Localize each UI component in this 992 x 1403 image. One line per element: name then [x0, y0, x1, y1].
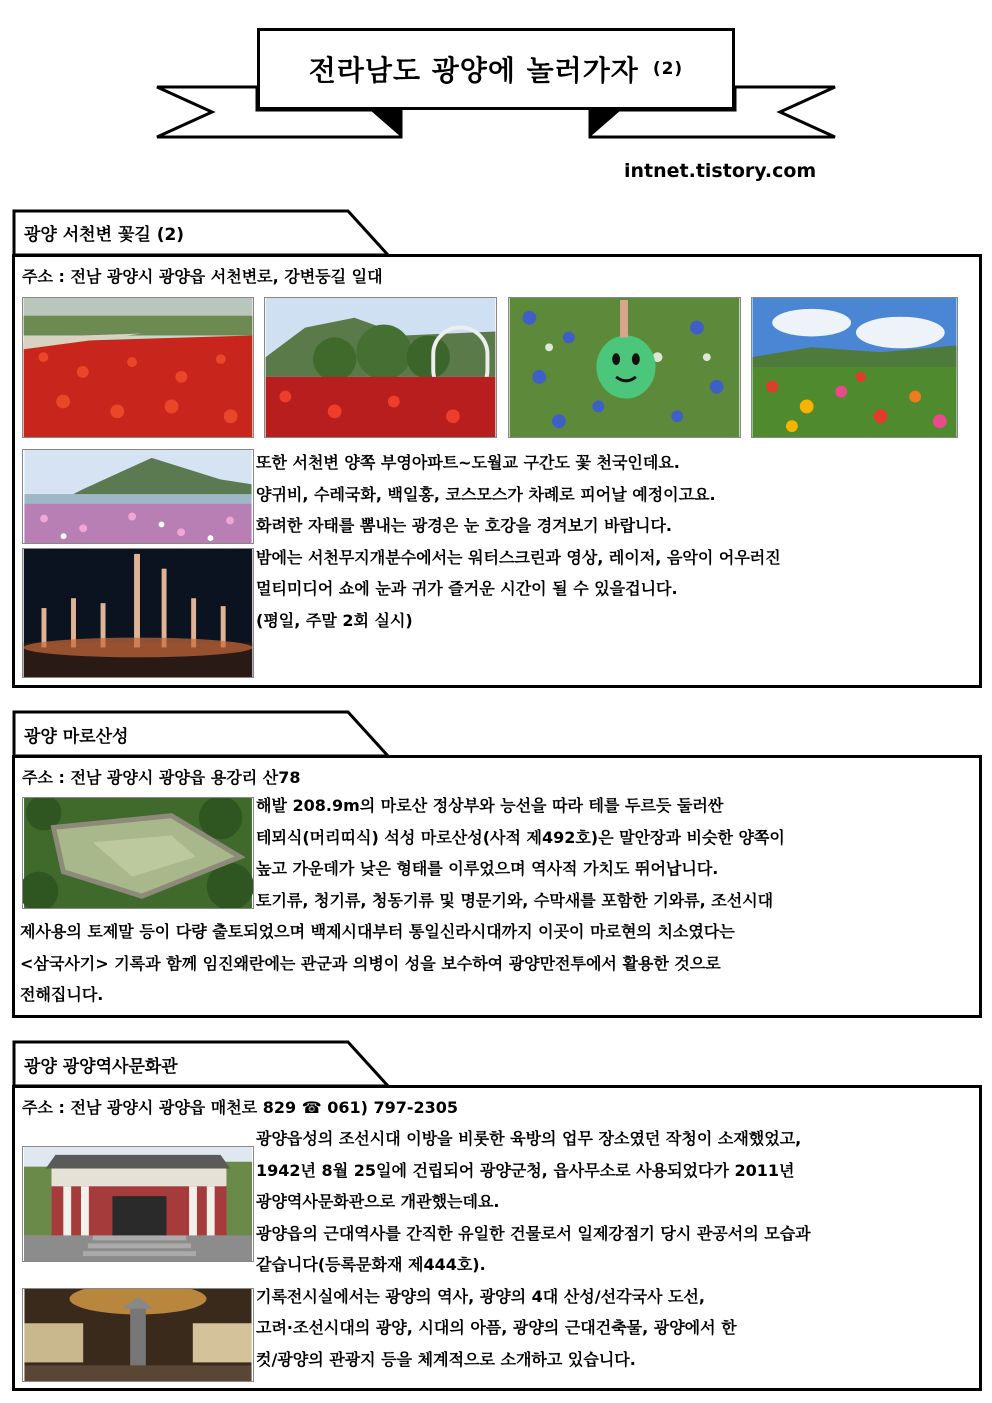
address: 주소 : 전남 광양시 광양읍 서천변로, 강변둥길 일대 — [22, 267, 383, 286]
address: 주소 : 전남 광양시 광양읍 매천로 829 ☎ 061) 797-2305 — [22, 1098, 459, 1117]
photo-flower-arch-garden — [264, 297, 497, 438]
page-title-text: 전라남도 광양에 놀러가자 — [308, 54, 639, 87]
photo-zinnia-field — [751, 297, 958, 438]
body-line: 광양역사문화관으로 개관했는데요. — [256, 1192, 500, 1211]
photo-fortress-aerial — [22, 797, 254, 909]
body-line: 토기류, 청기류, 청동기류 및 명문기와, 수막새를 포함한 기와류, 조선시대 — [256, 890, 774, 910]
body-line: 양귀비, 수레국화, 백일홍, 코스모스가 차례로 피어날 예정이고요. — [256, 484, 716, 504]
body-line: 컷/광양의 관광지 등을 체계적으로 소개하고 있습니다. — [256, 1349, 636, 1369]
body-line: 해발 208.9m의 마로산 정상부와 능선을 따라 테를 두르듯 둘러싼 — [256, 796, 724, 815]
photo-cosmos-riverside — [22, 449, 254, 544]
address: 주소 : 전남 광양시 광양읍 용강리 산78 — [22, 768, 301, 787]
body-line: 1942년 8월 25일에 건립되어 광양군청, 읍사무소로 사용되었다가 2011년 — [256, 1160, 795, 1180]
body-line: 멀티미디어 쇼에 눈과 귀가 즐거운 시간이 될 수 있을겁니다. — [256, 579, 678, 598]
body-line: 테뫼식(머리띠식) 석성 마로산성(사적 제492호)은 말안장과 비슷한 양쪽이 — [256, 827, 785, 847]
section-body — [256, 790, 785, 916]
body-line: 광양읍의 근대역사를 간직한 유일한 건물로서 일제강점기 당시 관공서의 모습과 — [256, 1223, 811, 1243]
section-title: 광양 서천변 꽃길 (2) — [24, 225, 185, 245]
photo-night-fountain — [22, 548, 254, 678]
body-line: (평일, 주말 2회 실시) — [256, 610, 413, 630]
photo-cornflower-mascot — [508, 297, 741, 438]
body-line: 제사용의 토제말 등이 다량 출토되었으며 백제시대부터 통일신라시대까지 이곳이 마로현의 치소였다는 — [20, 922, 735, 941]
body-line: 밤에는 서천무지개분수에서는 워터스크린과 영상, 레이저, 음악이 어우러진 — [256, 547, 781, 567]
section-body-wide — [20, 916, 735, 1011]
section-body — [256, 447, 781, 636]
body-line: 전해집니다. — [20, 985, 104, 1004]
body-line: 기록전시실에서는 광양의 역사, 광양의 4대 산성/선각국사 도선, — [256, 1286, 705, 1306]
section-body — [256, 1123, 811, 1375]
photo-exhibition-hall — [22, 1288, 254, 1382]
page-title — [257, 28, 735, 110]
photo-red-poppy-field — [22, 297, 254, 438]
body-line: 고려·조선시대의 광양, 시대의 아픔, 광양의 근대건축물, 광양에서 한 — [256, 1318, 737, 1337]
body-line: <삼국사기> 기록과 함께 임진왜란에는 관군과 의병이 성을 보수하여 광양만전투에서 활용한 것으로 — [20, 953, 721, 973]
site-url: intnet.tistory.com — [624, 160, 817, 182]
photo-museum-building — [22, 1146, 254, 1262]
body-line: 높고 가운데가 낮은 형태를 이루었으며 역사적 가치도 뛰어납니다. — [256, 859, 719, 878]
body-line: 또한 서천변 양쪽 부영아파트~도월교 구간도 꽃 천국인데요. — [256, 453, 680, 472]
body-line: 화려한 자태를 뽐내는 광경은 눈 호강을 경겨보기 바랍니다. — [256, 516, 673, 535]
section-title: 광양 마로산성 — [24, 727, 129, 747]
page-title-number: (2) — [652, 59, 684, 79]
body-line: 같습니다(등록문화재 제444호). — [256, 1255, 486, 1274]
section-title: 광양 광양역사문화관 — [24, 1057, 178, 1077]
body-line: 광양읍성의 조선시대 이방을 비롯한 육방의 업무 장소였던 작청이 소재했었고, — [256, 1129, 802, 1148]
